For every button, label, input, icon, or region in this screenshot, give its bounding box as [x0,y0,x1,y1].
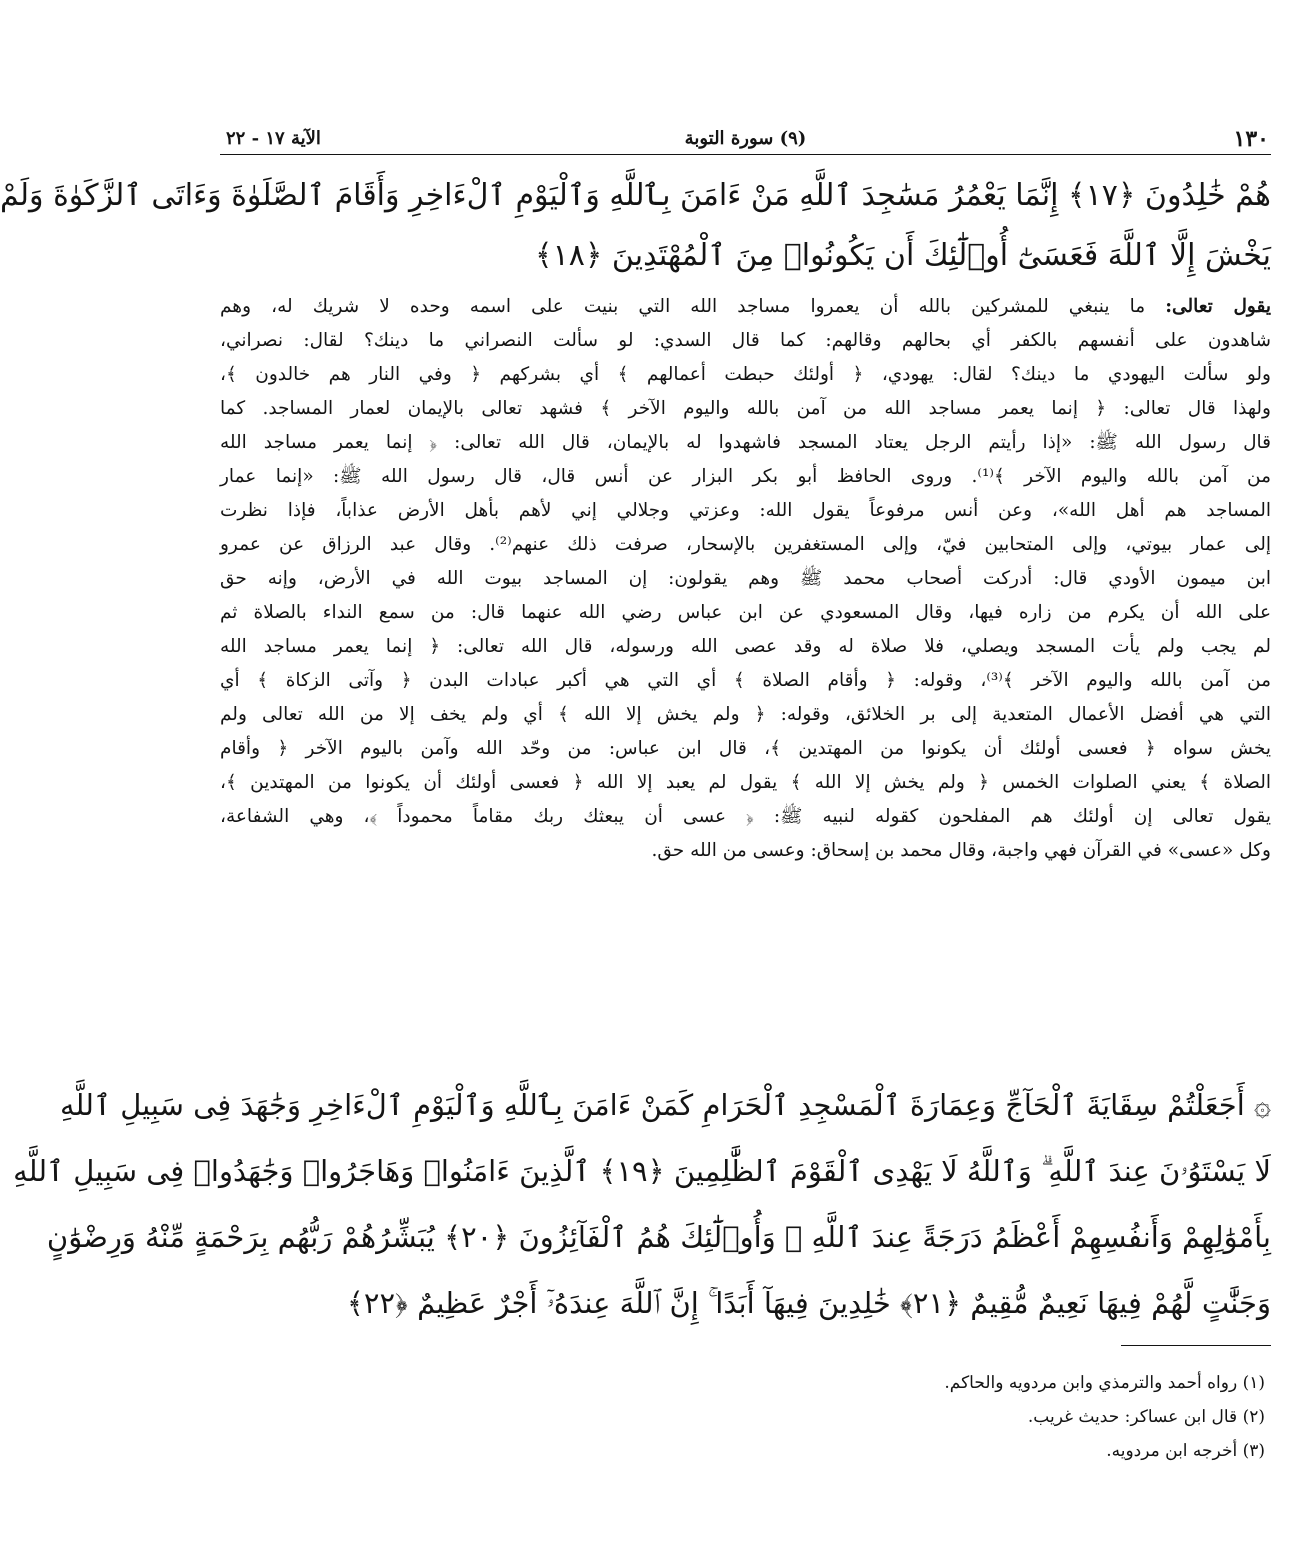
tafsir-line: الصلاة ﴾ يعني الصلوات الخمس ﴿ ولم يخش إلا الله ﴾ يقول لم يعبد إلا الله ﴿ فعسى أولئك أن يكونوا من المهتدين ﴾، [220,772,1271,793]
tafsir-line: التي هي أفضل الأعمال المتعدية إلى بر الخلائق، وقوله: ﴿ ولم يخش إلا الله ﴾ أي ولم يخف إلا من الله تعالى ولم [220,704,1271,725]
footnote: (٢) قال ابن عساكر: حديث غريب. [1027,1407,1265,1427]
tafsir-line: من آمن بالله واليوم الآخر ﴾⁽³⁾، وقوله: ﴿ وأقام الصلاة ﴾ أي التي هي أكبر عبادات البدن ﴿ وآتى الزكاة ﴾ أي [220,670,1271,691]
tafsir-line: لم يجب ولم يأت المسجد ويصلي، فلا صلاة له وقد عصى الله ورسوله، قال الله تعالى: ﴿ إنما يعمر مساجد الله [220,636,1271,657]
tafsir-line: إلى عمار بيوتي، وإلى المتحابين فيّ، وإلى المستغفرين بالإسحار، صرفت ذلك عنهم⁽²⁾. وقال عبد الرزاق عن عمرو [220,534,1271,555]
footnote: (١) رواه أحمد والترمذي وابن مردويه والحاكم. [944,1373,1265,1393]
tafsir-line: على الله أن يكرم من زاره فيها، وقال المسعودي عن ابن عباس رضي الله عنهما قال: من سمع النداء بالصلاة ثم [220,602,1271,623]
tafsir-line [220,290,1271,324]
quran-line: هُمْ خَٰلِدُونَ ﴿١٧﴾ إِنَّمَا يَعْمُرُ مَسَٰجِدَ ٱللَّهِ مَنْ ءَامَنَ بِٱللَّهِ وَٱلْيَوْمِ ٱلْءَاخِرِ وَأَقَامَ ٱلصَّلَوٰةَ وَءَاتَى ٱلزَّكَوٰةَ وَلَمْ [0,178,1271,213]
tafsir-line: قال رسول الله ﷺ: «إذا رأيتم الرجل يعتاد المسجد فاشهدوا له بالإيمان، قال الله تعالى: ﴿ إنما يعمر مساجد الله [220,432,1271,453]
quran-line: يَخْشَ إِلَّا ٱللَّهَ فَعَسَىٰٓ أُو۟لَٰٓئِكَ أَن يَكُونُوا۟ مِنَ ٱلْمُهْتَدِينَ ﴿١٨﴾ [535,238,1271,273]
page-header [220,124,1271,155]
tafsir-line: وكل «عسى» في القرآن فهي واجبة، وقال محمد بن إسحاق: وعسى من الله حق. [651,840,1271,861]
tafsir-line: شاهدون على أنفسهم بالكفر أي بحالهم وقالهم: كما قال السدي: لو سألت النصراني ما دينك؟ لقال: نصراني، [220,330,1271,351]
tafsir-commentary [220,290,1271,868]
footnotes [220,1366,1271,1468]
quran-verses-17-18 [0,166,1271,286]
verse-range: الآية ١٧ - ٢٢ [226,128,321,149]
footnote: (٣) أخرجه ابن مردويه. [1106,1441,1265,1461]
surah-title: (٩) سورة التوبة [684,128,807,149]
quran-line: وَجَنَّٰتٍ لَّهُمْ فِيهَا نَعِيمٌ مُّقِيمٌ ﴿٢١﴾ خَٰلِدِينَ فِيهَآ أَبَدًا ۚ إِنَّ ٱللَّهَ عِندَهُۥٓ أَجْرٌ عَظِيمٌ ﴿٢٢﴾ [346,1286,1271,1320]
quran-verses-19-22 [13,1072,1271,1336]
tafsir-lead: يقول تعالى: [1165,296,1271,317]
page-number: ١٣٠ [1233,126,1269,152]
quran-line: لَا يَسْتَوُۥنَ عِندَ ٱللَّهِ ۗ وَٱللَّهُ لَا يَهْدِى ٱلْقَوْمَ ٱلظَّٰلِمِينَ ﴿١٩﴾ ٱلَّذِينَ ءَامَنُوا۟ وَهَاجَرُوا۟ وَجَٰهَدُوا۟ فِى سَبِيلِ ٱللَّهِ [13,1154,1271,1188]
tafsir-line: ولو سألت اليهودي ما دينك؟ لقال: يهودي، ﴿ أولئك حبطت أعمالهم ﴾ أي بشركهم ﴿ وفي النار هم خالدون ﴾، [220,364,1271,385]
tafsir-line: ولهذا قال تعالى: ﴿ إنما يعمر مساجد الله من آمن بالله واليوم الآخر ﴾ فشهد تعالى بالإيمان لعمار المساجد. كما [220,398,1271,419]
tafsir-line: يقول تعالى إن أولئك هم المفلحون كقوله لنبيه ﷺ: ﴿ عسى أن يبعثك ربك مقاماً محموداً ﴾، وهي الشفاعة، [220,806,1271,827]
quran-line: بِأَمْوَٰلِهِمْ وَأَنفُسِهِمْ أَعْظَمُ دَرَجَةً عِندَ ٱللَّهِ ۚ وَأُو۟لَٰٓئِكَ هُمُ ٱلْفَآئِزُونَ ﴿٢٠﴾ يُبَشِّرُهُمْ رَبُّهُم بِرَحْمَةٍ مِّنْهُ وَرِضْوَٰنٍ [46,1220,1271,1254]
tafsir-line: ابن ميمون الأودي قال: أدركت أصحاب محمد ﷺ وهم يقولون: إن المساجد بيوت الله في الأرض، وإنه حق [220,568,1271,589]
tafsir-line: المساجد هم أهل الله»، وعن أنس مرفوعاً يقول الله: وعزتي وجلالي إني لأهم بأهل الأرض عذاباً، فإذا نظرت [220,500,1271,521]
tafsir-line-text: ما ينبغي للمشركين بالله أن يعمروا مساجد الله التي بنيت على اسمه وحده لا شريك له، وهم [220,296,1166,317]
tafsir-line: يخش سواه ﴿ فعسى أولئك أن يكونوا من المهتدين ﴾، قال ابن عباس: من وحّد الله وآمن باليوم الآخر ﴿ وأقام [220,738,1271,759]
tafsir-line: من آمن بالله واليوم الآخر ﴾⁽¹⁾. وروى الحافظ أبو بكر البزار عن أنس قال، قال رسول الله ﷺ: «إنما عمار [220,466,1272,487]
quran-line: ۞ أَجَعَلْتُمْ سِقَايَةَ ٱلْحَآجِّ وَعِمَارَةَ ٱلْمَسْجِدِ ٱلْحَرَامِ كَمَنْ ءَامَنَ بِٱللَّهِ وَٱلْيَوْمِ ٱلْءَاخِرِ وَجَٰهَدَ فِى سَبِيلِ ٱللَّهِ [60,1088,1271,1122]
footnote-separator [1121,1345,1271,1346]
